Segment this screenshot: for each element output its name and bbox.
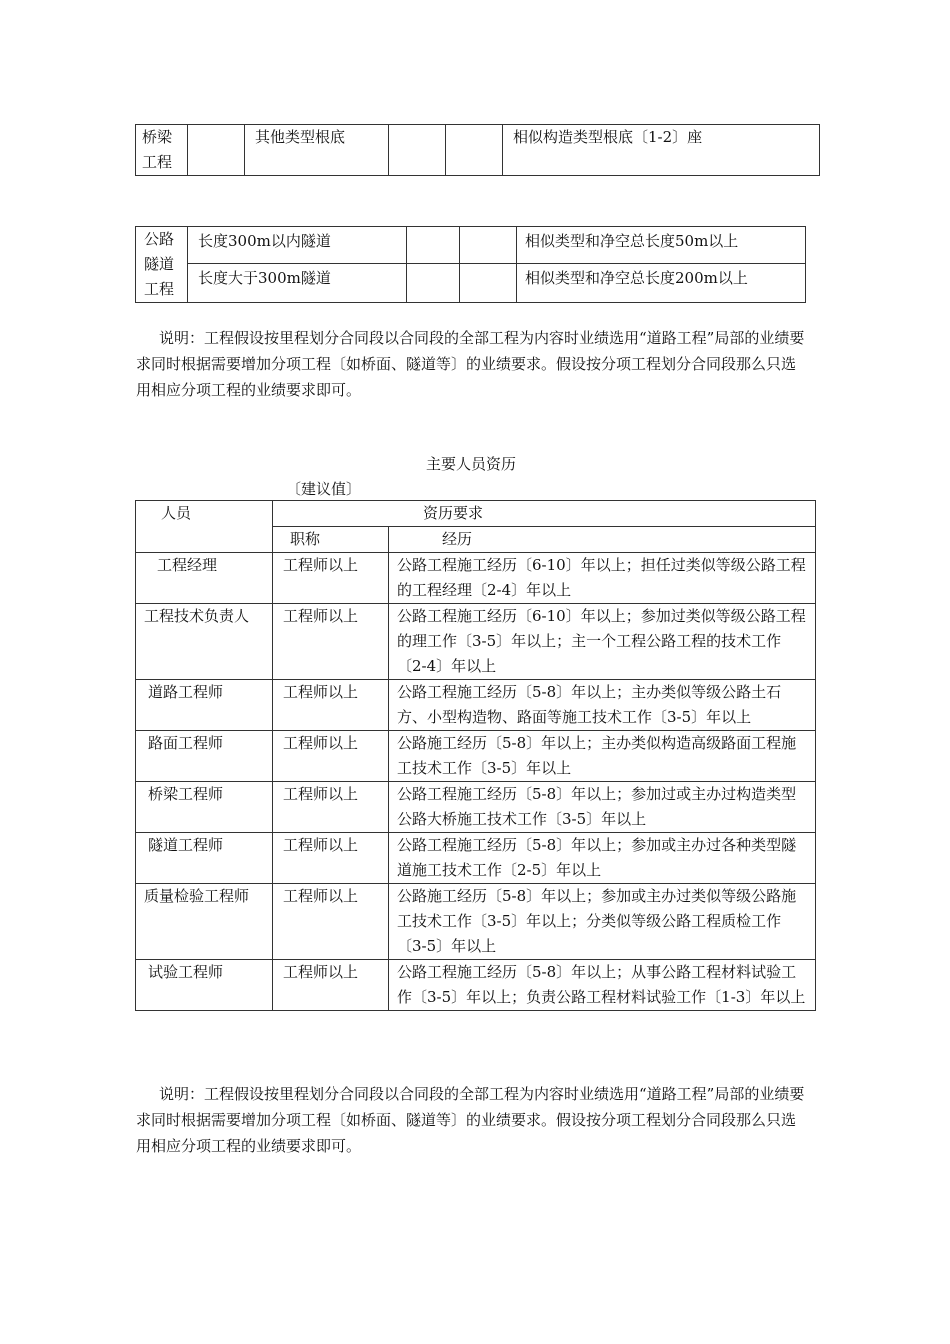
tunnel-requirement-cell: 相似类型和净空总长度50m以上 xyxy=(517,227,806,264)
table-row xyxy=(136,884,816,960)
empty-cell xyxy=(188,125,245,176)
bridge-category-cell: 桥梁工程 xyxy=(136,125,188,176)
bridge-performance-table xyxy=(135,124,820,176)
role-cell: 工程技术负责人 xyxy=(136,604,273,680)
role-cell: 工程经理 xyxy=(136,553,273,604)
empty-cell xyxy=(460,227,517,264)
table-row xyxy=(136,731,816,782)
personnel-table-subtitle: 〔建议值〕 xyxy=(286,480,362,498)
experience-cell: 公路工程施工经历〔5-8〕年以上；参加过或主办过构造类型公路大桥施工技术工作〔3-5〕年以上 xyxy=(389,782,816,833)
table-row xyxy=(136,604,816,680)
table-row xyxy=(136,680,816,731)
title-cell: 工程师以上 xyxy=(273,604,389,680)
header-title: 职称 xyxy=(273,527,389,553)
tunnel-item-cell: 长度300m以内隧道 xyxy=(188,227,407,264)
role-cell: 桥梁工程师 xyxy=(136,782,273,833)
role-cell: 隧道工程师 xyxy=(136,833,273,884)
note-paragraph: 说明：工程假设按里程划分合同段以合同段的全部工程为内容时业绩选用“道路工程”局部的业绩要求同时根据需要增加分项工程〔如桥面、隧道等〕的业绩要求。假设按分项工程划分合同段那么只选用相应分项工程的业绩要求即可。 xyxy=(136,1085,805,1155)
empty-cell xyxy=(460,264,517,303)
experience-cell: 公路工程施工经历〔5-8〕年以上；参加或主办过各种类型隧道施工技术工作〔2-5〕年以上 xyxy=(389,833,816,884)
title-cell: 工程师以上 xyxy=(273,960,389,1011)
table-row xyxy=(136,960,816,1011)
personnel-table xyxy=(135,500,816,1011)
experience-cell: 公路施工经历〔5-8〕年以上；参加或主办过类似等级公路施工技术工作〔3-5〕年以上；分类似等级公路工程质检工作〔3-5〕年以上 xyxy=(389,884,816,960)
empty-cell xyxy=(389,125,446,176)
title-cell: 工程师以上 xyxy=(273,553,389,604)
table-row xyxy=(136,553,816,604)
role-cell: 试验工程师 xyxy=(136,960,273,1011)
header-experience: 经历 xyxy=(389,527,816,553)
tunnel-item-cell: 长度大于300m隧道 xyxy=(188,264,407,303)
header-person: 人员 xyxy=(136,501,273,553)
tunnel-category-cell: 公路隧道工程 xyxy=(136,227,188,303)
experience-cell: 公路工程施工经历〔5-8〕年以上；主办类似等级公路土石方、小型构造物、路面等施工技术工作〔3-5〕年以上 xyxy=(389,680,816,731)
note-paragraph: 说明：工程假设按里程划分合同段以合同段的全部工程为内容时业绩选用“道路工程”局部的业绩要求同时根据需要增加分项工程〔如桥面、隧道等〕的业绩要求。假设按分项工程划分合同段那么只选用相应分项工程的业绩要求即可。 xyxy=(136,329,805,399)
role-cell: 路面工程师 xyxy=(136,731,273,782)
bridge-requirement-cell: 相似构造类型根底〔1-2〕座 xyxy=(503,125,820,176)
tunnel-requirement-cell: 相似类型和净空总长度200m以上 xyxy=(517,264,806,303)
experience-cell: 公路工程施工经历〔6-10〕年以上；参加过类似等级公路工程的理工作〔3-5〕年以上；主一个工程公路工程的技术工作〔2-4〕年以上 xyxy=(389,604,816,680)
bridge-item-cell: 其他类型根底 xyxy=(245,125,389,176)
role-cell: 道路工程师 xyxy=(136,680,273,731)
experience-cell: 公路工程施工经历〔6-10〕年以上；担任过类似等级公路工程的工程经理〔2-4〕年以上 xyxy=(389,553,816,604)
tunnel-performance-table xyxy=(135,226,806,303)
empty-cell xyxy=(407,227,460,264)
empty-cell xyxy=(446,125,503,176)
title-cell: 工程师以上 xyxy=(273,884,389,960)
experience-cell: 公路施工经历〔5-8〕年以上；主办类似构造高级路面工程施工技术工作〔3-5〕年以上 xyxy=(389,731,816,782)
header-requirement: 资历要求 xyxy=(273,501,816,527)
title-cell: 工程师以上 xyxy=(273,782,389,833)
title-cell: 工程师以上 xyxy=(273,680,389,731)
empty-cell xyxy=(407,264,460,303)
table-row xyxy=(136,833,816,884)
table-row xyxy=(136,782,816,833)
role-cell: 质量检验工程师 xyxy=(136,884,273,960)
title-cell: 工程师以上 xyxy=(273,731,389,782)
experience-cell: 公路工程施工经历〔5-8〕年以上；从事公路工程材料试验工作〔3-5〕年以上；负责公路工程材料试验工作〔1-3〕年以上 xyxy=(389,960,816,1011)
personnel-table-title: 主要人员资历 xyxy=(426,455,517,473)
title-cell: 工程师以上 xyxy=(273,833,389,884)
